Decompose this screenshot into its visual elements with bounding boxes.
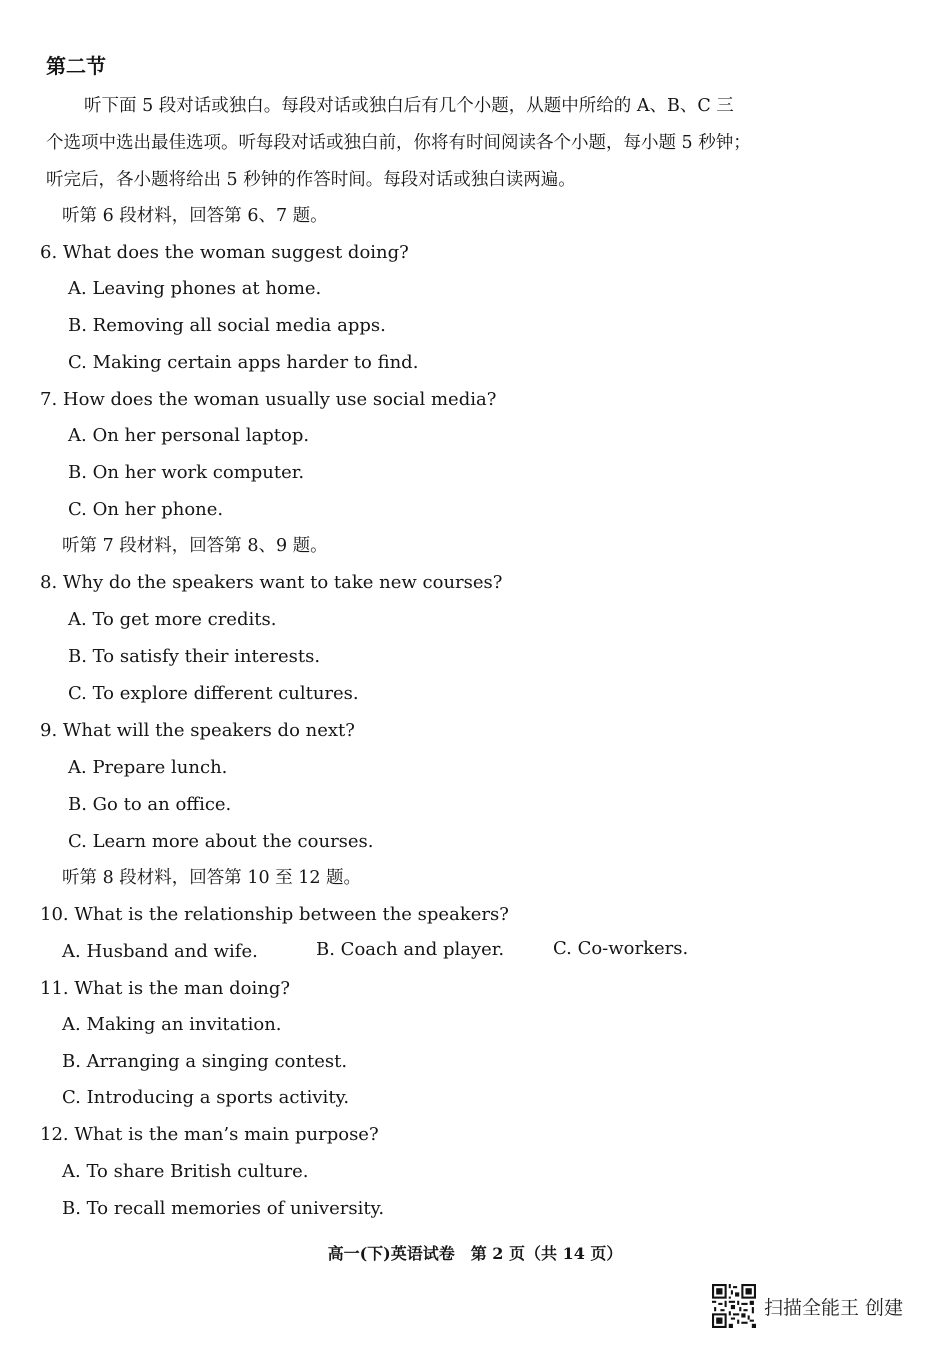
question-7: 7. How does the woman usually use social media? — [40, 389, 497, 410]
scanner-label: 扫描全能王 创建 — [764, 1296, 904, 1319]
question-6-option-c: C. Making certain apps harder to find. — [68, 352, 419, 373]
question-11-option-c: C. Introducing a sports activity. — [62, 1087, 350, 1108]
question-9-option-b: B. Go to an office. — [68, 794, 232, 815]
group-heading-6: 听第 6 段材料，回答第 6、7 题。 — [62, 206, 328, 226]
question-10: 10. What is the relationship between the speakers? — [40, 904, 509, 925]
question-8-option-b: B. To satisfy their interests. — [68, 646, 321, 667]
question-7-option-c: C. On her phone. — [68, 499, 224, 520]
question-8-option-c: C. To explore different cultures. — [68, 683, 359, 704]
question-11: 11. What is the man doing? — [40, 978, 291, 999]
question-10-option-c: C. Co-workers. — [553, 938, 689, 959]
question-8: 8. Why do the speakers want to take new courses? — [40, 572, 503, 593]
question-11-option-b: B. Arranging a singing contest. — [62, 1051, 348, 1072]
group-heading-8: 听第 8 段材料，回答第 10 至 12 题。 — [62, 868, 362, 888]
question-10-option-b: B. Coach and player. — [316, 939, 505, 960]
question-9-option-c: C. Learn more about the courses. — [68, 831, 374, 852]
question-6: 6. What does the woman suggest doing? — [40, 242, 409, 263]
page-footer: 高一(下)英语试卷 第 2 页（共 14 页） — [327, 1244, 623, 1263]
intro-line-3: 听完后，各小题将给出 5 秒钟的作答时间。每段对话或独白读两遍。 — [46, 170, 576, 190]
question-6-option-b: B. Removing all social media apps. — [68, 315, 386, 336]
question-12-option-b: B. To recall memories of university. — [62, 1198, 385, 1219]
section-title: 第二节 — [46, 54, 106, 78]
group-heading-7: 听第 7 段材料，回答第 8、9 题。 — [62, 536, 328, 556]
question-6-option-a: A. Leaving phones at home. — [68, 278, 322, 299]
scanner-watermark — [712, 1284, 903, 1328]
intro-line-2: 个选项中选出最佳选项。听每段对话或独白前，你将有时间阅读各个小题，每小题 5 秒钟； — [46, 133, 751, 153]
question-11-option-a: A. Making an invitation. — [62, 1014, 282, 1035]
question-9: 9. What will the speakers do next? — [40, 720, 355, 741]
intro-line-1: 听下面 5 段对话或独白。每段对话或独白后有几个小题，从题中所给的 A、B、C 三 — [84, 96, 734, 116]
question-8-option-a: A. To get more credits. — [68, 609, 277, 630]
question-10-option-a: A. Husband and wife. — [62, 941, 258, 962]
question-12: 12. What is the man’s main purpose? — [40, 1124, 379, 1145]
qr-code-icon — [712, 1284, 756, 1328]
question-7-option-b: B. On her work computer. — [68, 462, 305, 483]
question-12-option-a: A. To share British culture. — [62, 1161, 309, 1182]
question-7-option-a: A. On her personal laptop. — [68, 425, 310, 446]
question-9-option-a: A. Prepare lunch. — [68, 757, 228, 778]
